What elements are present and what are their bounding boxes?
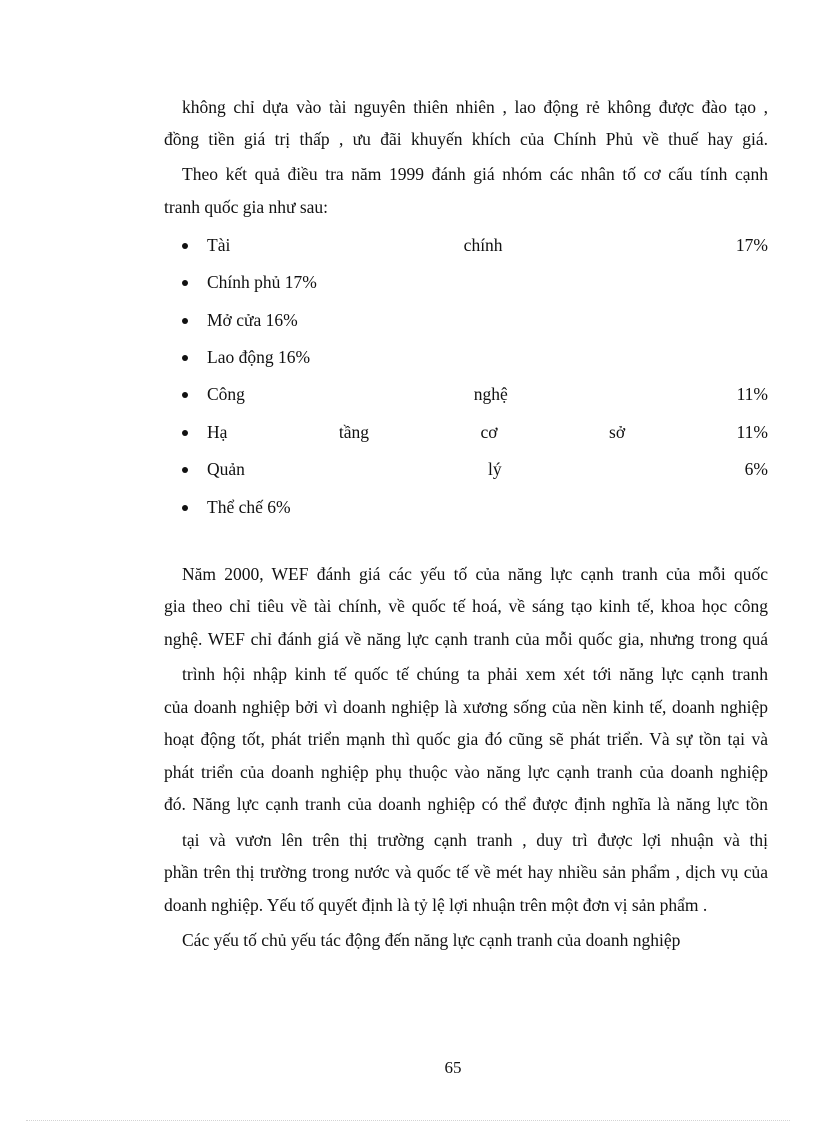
bullet-icon <box>182 355 188 361</box>
bullet-icon <box>182 243 188 249</box>
page-number: 65 <box>444 1058 462 1077</box>
paragraph-3-line-1: Năm 2000, WEF đánh giá các yếu tố của năng lực cạnh tranh của mỗi quốc <box>182 564 768 584</box>
factor-label: Mở cửa 16% <box>207 310 298 330</box>
bullet-icon <box>182 392 188 398</box>
paragraph-3-line-8: đó. Năng lực cạnh tranh của doanh nghiệp có thể được định nghĩa là năng lực tồn <box>164 794 768 814</box>
paragraph-2-line-2: tranh quốc gia như sau: <box>164 197 329 217</box>
paragraph-3-line-2: gia theo chỉ tiêu về tài chính, về quốc tế hoá, về sáng tạo kinh tế, khoa học công <box>164 596 768 616</box>
paragraph-3-line-4: trình hội nhập kinh tế quốc tế chúng ta phải xem xét tới năng lực cạnh tranh <box>182 664 768 684</box>
paragraph-3-line-3: nghệ. WEF chỉ đánh giá về năng lực cạnh tranh của mỗi quốc gia, nhưng trong quá <box>164 629 768 649</box>
paragraph-3-line-9: tại và vươn lên trên thị trường cạnh tranh , duy trì được lợi nhuận và thị <box>182 830 768 850</box>
factor-label: Thể chế 6% <box>207 497 291 517</box>
factor-label: Chính phủ 17% <box>207 272 317 292</box>
paragraph-4-line-1: Các yếu tố chủ yếu tác động đến năng lực cạnh tranh của doanh nghiệp <box>182 930 681 950</box>
bullet-icon <box>182 430 188 436</box>
footer-divider <box>26 1120 790 1121</box>
paragraph-3-line-11: doanh nghiệp. Yếu tố quyết định là tỷ lệ lợi nhuận trên một đơn vị sản phẩm . <box>164 895 708 915</box>
paragraph-2-line-1: Theo kết quả điều tra năm 1999 đánh giá nhóm các nhân tố cơ cấu tính cạnh <box>182 164 768 184</box>
paragraph-1-line-1: không chỉ dựa vào tài nguyên thiên nhiên , lao động rẻ không được đào tạo , <box>182 97 768 117</box>
bullet-icon <box>182 505 188 511</box>
factor-label: Lao động 16% <box>207 347 311 367</box>
paragraph-3-line-5: của doanh nghiệp bởi vì doanh nghiệp là xương sống của nền kinh tế, doanh nghiệp <box>164 697 768 717</box>
paragraph-3-line-7: phát triển của doanh nghiệp phụ thuộc vào năng lực cạnh tranh của doanh nghiệp <box>164 762 768 782</box>
bullet-icon <box>182 318 188 324</box>
paragraph-3-line-6: hoạt động tốt, phát triển mạnh thì quốc gia đó cũng sẽ phát triển. Và sự tồn tại và <box>164 729 768 749</box>
bullet-icon <box>182 467 188 473</box>
bullet-icon <box>182 280 188 286</box>
paragraph-3-line-10: phần trên thị trường trong nước và quốc tế về mét hay nhiều sản phẩm , dịch vụ của <box>164 862 768 882</box>
factor-label: Công nghệ 11% <box>207 384 768 404</box>
factor-label: Tài chính 17% <box>207 235 768 255</box>
factor-label: Quản lý 6% <box>207 459 768 479</box>
factor-label: Hạ tầng cơ sở 11% <box>207 422 768 442</box>
paragraph-1-line-2: đồng tiền giá trị thấp , ưu đãi khuyến khích của Chính Phủ về thuế hay giá. <box>164 129 768 149</box>
